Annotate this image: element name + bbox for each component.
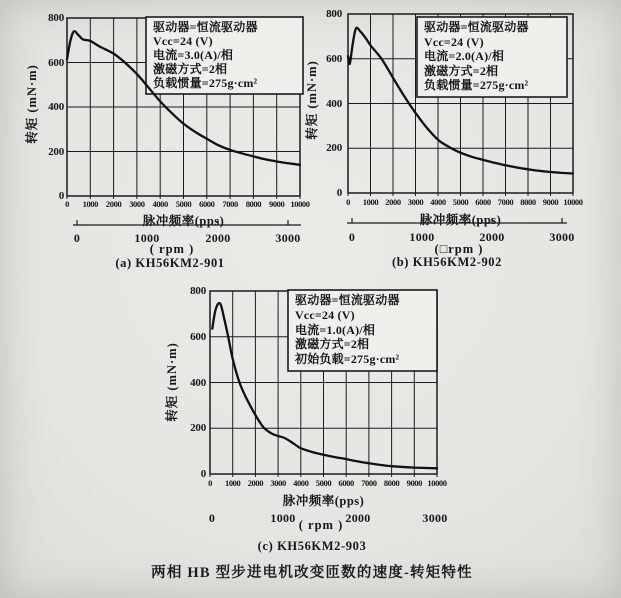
y-axis-title: 转矩 (mN·m) (165, 342, 179, 422)
y-tick-label: 800 (48, 11, 64, 24)
x-tick-label: 9000 (268, 199, 285, 209)
x-tick-label: 5000 (175, 199, 192, 209)
y-tick-label: 200 (326, 142, 342, 155)
y-tick-label: 800 (326, 7, 342, 20)
legend-line: 负载惯量=275g·cm² (153, 76, 258, 90)
y-tick-label: 400 (326, 97, 342, 110)
x-tick-label: 0 (65, 199, 69, 209)
x-axis-title: 脉冲频率(pps) (142, 214, 225, 228)
y-tick-label: 200 (190, 422, 206, 435)
x-tick-label: 8000 (245, 199, 262, 209)
y-tick-label: 400 (48, 100, 64, 113)
rpm-tick-label: 1000 (409, 230, 435, 244)
x-tick-label: 10000 (563, 197, 583, 207)
x-axis-title: 脉冲频率(pps) (282, 494, 365, 508)
x-tick-label: 2000 (105, 199, 122, 209)
x-tick-label: 4000 (430, 197, 446, 207)
y-axis-title: 转矩 (mN·m) (305, 60, 319, 140)
legend-line: 电流=2.0(A)/相 (424, 49, 505, 64)
y-tick-label: 0 (336, 186, 342, 199)
y-tick-label: 0 (200, 467, 206, 480)
legend-line: 电流=3.0(A)/相 (153, 48, 234, 62)
x-tick-label: 0 (208, 478, 212, 488)
x-tick-label: 9000 (406, 478, 422, 488)
legend-line: 激磁方式=2相 (424, 63, 499, 78)
x-tick-label: 2000 (247, 478, 264, 488)
x-tick-label: 1000 (82, 199, 98, 209)
x-tick-label: 4000 (152, 199, 168, 209)
legend-line: 驱动器=恒流驱动器 (153, 20, 258, 34)
x-tick-label: 5000 (452, 197, 469, 207)
x-tick-label: 3000 (270, 478, 286, 488)
rpm-tick-label: 3000 (422, 511, 448, 525)
rpm-tick-label: 3000 (275, 231, 301, 245)
x-tick-label: 10000 (290, 199, 310, 209)
legend-line: 初始负载=275g·cm² (295, 352, 400, 367)
rpm-axis-title: ( rpm ) (298, 518, 344, 532)
legend-text (153, 20, 258, 90)
rpm-tick-label: 0 (348, 230, 356, 244)
y-tick-label: 400 (190, 376, 206, 389)
chart-caption: (a) KH56KM2-901 (115, 256, 225, 270)
x-tick-label: 9000 (542, 197, 559, 207)
y-axis-title: 转矩 (mN·m) (25, 64, 39, 144)
y-tick-label: 200 (48, 145, 64, 158)
x-tick-label: 5000 (315, 478, 332, 488)
legend-line: 电流=1.0(A)/相 (295, 322, 376, 337)
x-tick-label: 6000 (338, 478, 354, 488)
x-tick-label: 8000 (383, 478, 400, 488)
legend-line: 驱动器=恒流驱动器 (424, 20, 529, 34)
chart-caption: (c) KH56KM2-903 (257, 539, 367, 553)
legend-line: 激磁方式=2相 (295, 337, 370, 352)
rpm-tick-label: 1000 (270, 511, 296, 525)
x-tick-label: 8000 (520, 197, 536, 207)
y-tick-label: 800 (190, 284, 206, 297)
x-tick-label: 0 (346, 197, 350, 207)
figure-caption: 两相 HB 型步进电机改变匝数的速度-转矩特性 (151, 565, 473, 581)
x-tick-label: 1000 (362, 197, 379, 207)
y-tick-label: 0 (58, 189, 64, 202)
x-tick-label: 7000 (222, 199, 238, 209)
x-tick-label: 1000 (224, 478, 241, 488)
rpm-tick-label: 0 (73, 231, 81, 245)
x-tick-label: 2000 (385, 197, 401, 207)
legend-text (295, 293, 400, 367)
rpm-tick-label: 2000 (345, 511, 371, 525)
x-tick-label: 3000 (129, 199, 145, 209)
legend-line: 驱动器=恒流驱动器 (295, 293, 400, 307)
rpm-axis-title: (□rpm ) (434, 242, 484, 256)
rpm-tick-label: 2000 (479, 230, 505, 244)
x-axis-title: 脉冲频率(pps) (419, 213, 502, 227)
legend-line: Vcc=24 (V) (295, 307, 355, 322)
x-tick-label: 6000 (199, 199, 215, 209)
rpm-tick-label: 3000 (549, 230, 575, 244)
y-tick-label: 600 (190, 330, 206, 343)
x-tick-label: 10000 (427, 478, 447, 488)
x-tick-label: 7000 (497, 197, 514, 207)
y-tick-label: 600 (326, 52, 342, 65)
chart-caption: (b) KH56KM2-902 (391, 255, 503, 269)
rpm-axis-title: ( rpm ) (149, 242, 195, 256)
legend-text (424, 20, 529, 93)
x-tick-label: 6000 (475, 197, 491, 207)
legend-line: 负载惯量=275g·cm² (424, 78, 529, 93)
legend-line: Vcc=24 (V) (153, 34, 213, 48)
legend-line: Vcc=24 (V) (424, 34, 484, 49)
x-tick-label: 7000 (361, 478, 377, 488)
legend-line: 激磁方式=2相 (153, 62, 228, 76)
rpm-tick-label: 0 (208, 511, 216, 525)
x-tick-label: 4000 (293, 478, 309, 488)
rpm-tick-label: 2000 (205, 231, 231, 245)
x-tick-label: 3000 (407, 197, 424, 207)
rpm-tick-label: 1000 (134, 231, 160, 245)
y-tick-label: 600 (48, 56, 64, 69)
